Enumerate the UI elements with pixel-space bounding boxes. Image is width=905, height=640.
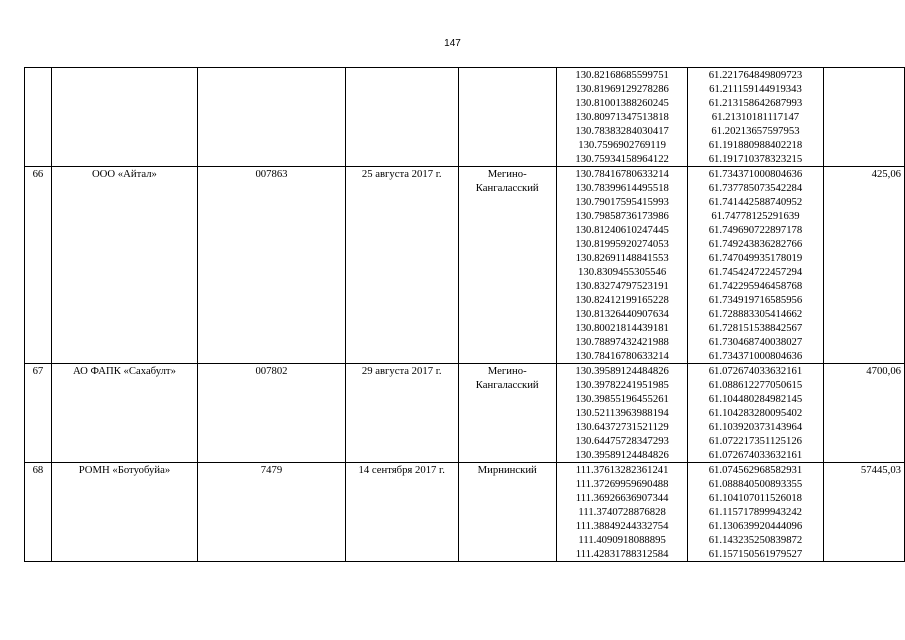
longitude-value: 130.81240610247445: [575, 224, 669, 236]
longitude-value: 130.83274797523191: [575, 280, 669, 292]
date-cell: [345, 68, 458, 167]
latitude-value: 61.74778125291639: [711, 210, 800, 222]
longitude-value: 111.38849244332754: [575, 520, 669, 532]
district-cell: [458, 463, 556, 562]
district-cell: [458, 167, 556, 364]
row-number-cell: 66: [25, 167, 52, 364]
table-row: [25, 463, 905, 562]
license-number-cell: 007802: [198, 364, 346, 463]
latitude-value: 61.734919716585956: [708, 294, 803, 306]
organization-cell: ООО «Айтал»: [51, 167, 197, 364]
latitude-value: 61.734371000804636: [708, 168, 803, 180]
table-row: [25, 364, 905, 463]
date-cell: 29 августа 2017 г.: [345, 364, 458, 463]
latitude-value: 61.213158642687993: [708, 97, 803, 109]
license-number-cell: [198, 68, 346, 167]
longitude-value: 130.39589124484826: [575, 449, 669, 461]
longitude-value: 130.39855196455261: [575, 393, 669, 405]
district-line: Кангаласский: [475, 182, 539, 194]
longitude-cell: [556, 68, 687, 167]
latitude-value: 61.088840500893355: [708, 478, 803, 490]
latitude-value: 61.191880988402218: [708, 139, 803, 151]
date-cell: 25 августа 2017 г.: [345, 167, 458, 364]
page-number: 147: [444, 38, 461, 49]
latitude-value: 61.211159144919343: [709, 83, 802, 95]
longitude-value: 111.37613282361241: [575, 464, 669, 476]
longitude-value: 130.8309455305546: [578, 266, 667, 278]
organization-cell: РОМН «Ботуобуйа»: [51, 463, 197, 562]
latitude-value: 61.749243836282766: [708, 238, 803, 250]
longitude-value: 130.81995920274053: [575, 238, 669, 250]
latitude-value: 61.074562968582931: [708, 464, 803, 476]
row-number-cell: 67: [25, 364, 52, 463]
latitude-value: 61.072217351125126: [708, 435, 803, 447]
longitude-value: 130.82168685599751: [575, 69, 669, 81]
license-number-cell: 7479: [198, 463, 346, 562]
latitude-value: 61.072674033632161: [708, 365, 803, 377]
longitude-value: 111.4090918088895: [578, 534, 666, 546]
row-number-cell: [25, 68, 52, 167]
latitude-value: 61.741442588740952: [708, 196, 803, 208]
latitude-value: 61.103920373143964: [708, 421, 803, 433]
longitude-cell: [556, 463, 687, 562]
table-row: [25, 68, 905, 167]
longitude-value: 111.37269959690488: [575, 478, 669, 490]
latitude-value: 61.191710378323215: [708, 153, 803, 165]
latitude-value: 61.088612277050615: [708, 379, 803, 391]
district-cell: [458, 68, 556, 167]
longitude-value: 130.78416780633214: [575, 350, 669, 362]
longitude-value: 130.80971347513818: [575, 111, 669, 123]
latitude-value: 61.730468740038027: [708, 336, 803, 348]
coordinates-table: [24, 67, 905, 562]
longitude-value: 130.78399614495518: [575, 182, 669, 194]
latitude-value: 61.737785073542284: [708, 182, 803, 194]
latitude-value: 61.143235250839872: [708, 534, 803, 546]
table-body: [25, 68, 905, 562]
longitude-value: 130.64372731521129: [575, 421, 669, 433]
longitude-value: 130.82691148841553: [575, 252, 669, 264]
latitude-value: 61.221764849809723: [708, 69, 803, 81]
longitude-value: 111.42831788312584: [575, 548, 669, 560]
latitude-value: 61.745424722457294: [708, 266, 803, 278]
latitude-value: 61.742295946458768: [708, 280, 803, 292]
latitude-value: 61.072674033632161: [708, 449, 803, 461]
latitude-value: 61.734371000804636: [708, 350, 803, 362]
longitude-value: 130.39589124484826: [575, 365, 669, 377]
longitude-value: 130.80021814439181: [575, 322, 669, 334]
latitude-value: 61.104480284982145: [708, 393, 803, 405]
area-cell: [823, 68, 904, 167]
longitude-value: 130.52113963988194: [575, 407, 669, 419]
longitude-cell: [556, 364, 687, 463]
district-line: Мегино-: [487, 168, 527, 180]
longitude-value: 130.81001388260245: [575, 97, 669, 109]
district-cell: [458, 364, 556, 463]
date-cell: 14 сентября 2017 г.: [345, 463, 458, 562]
longitude-value: 111.3740728876828: [578, 506, 666, 518]
longitude-value: 130.64475728347293: [575, 435, 669, 447]
longitude-value: 130.78416780633214: [575, 168, 669, 180]
latitude-value: 61.115717899943242: [708, 506, 803, 518]
longitude-value: 130.79858736173986: [575, 210, 669, 222]
longitude-value: 111.36926636907344: [575, 492, 669, 504]
latitude-value: 61.20213657597953: [711, 125, 800, 137]
longitude-value: 130.78383284030417: [575, 125, 669, 137]
district-line: Мегино-: [487, 365, 527, 377]
latitude-value: 61.130639920444096: [708, 520, 803, 532]
latitude-value: 61.728883305414662: [708, 308, 803, 320]
latitude-value: 61.747049935178019: [708, 252, 803, 264]
longitude-value: 130.7596902769119: [578, 139, 667, 151]
organization-cell: [51, 68, 197, 167]
latitude-value: 61.104107011526018: [708, 492, 803, 504]
longitude-value: 130.82412199165228: [575, 294, 669, 306]
table-row: [25, 167, 905, 364]
organization-cell: АО ФАПК «Сахабулт»: [51, 364, 197, 463]
latitude-value: 61.104283280095402: [708, 407, 803, 419]
district-line: Кангаласский: [475, 379, 539, 391]
license-number-cell: 007863: [198, 167, 346, 364]
longitude-value: 130.39782241951985: [575, 379, 669, 391]
area-cell: 57445,03: [823, 463, 904, 562]
latitude-cell: [688, 68, 823, 167]
area-cell: 4700,06: [823, 364, 904, 463]
longitude-value: 130.81326440907634: [575, 308, 669, 320]
latitude-value: 61.157150561979527: [708, 548, 803, 560]
longitude-value: 130.75934158964122: [575, 153, 669, 165]
longitude-value: 130.79017595415993: [575, 196, 669, 208]
latitude-cell: [688, 167, 823, 364]
area-cell: 425,06: [823, 167, 904, 364]
latitude-cell: [688, 463, 823, 562]
latitude-cell: [688, 364, 823, 463]
longitude-value: 130.78897432421988: [575, 336, 669, 348]
district-line: Мирнинский: [477, 464, 537, 476]
latitude-value: 61.728151538842567: [708, 322, 803, 334]
latitude-value: 61.749690722897178: [708, 224, 803, 236]
longitude-value: 130.81969129278286: [575, 83, 669, 95]
latitude-value: 61.21310181117147: [711, 111, 800, 123]
longitude-cell: [556, 167, 687, 364]
row-number-cell: 68: [25, 463, 52, 562]
